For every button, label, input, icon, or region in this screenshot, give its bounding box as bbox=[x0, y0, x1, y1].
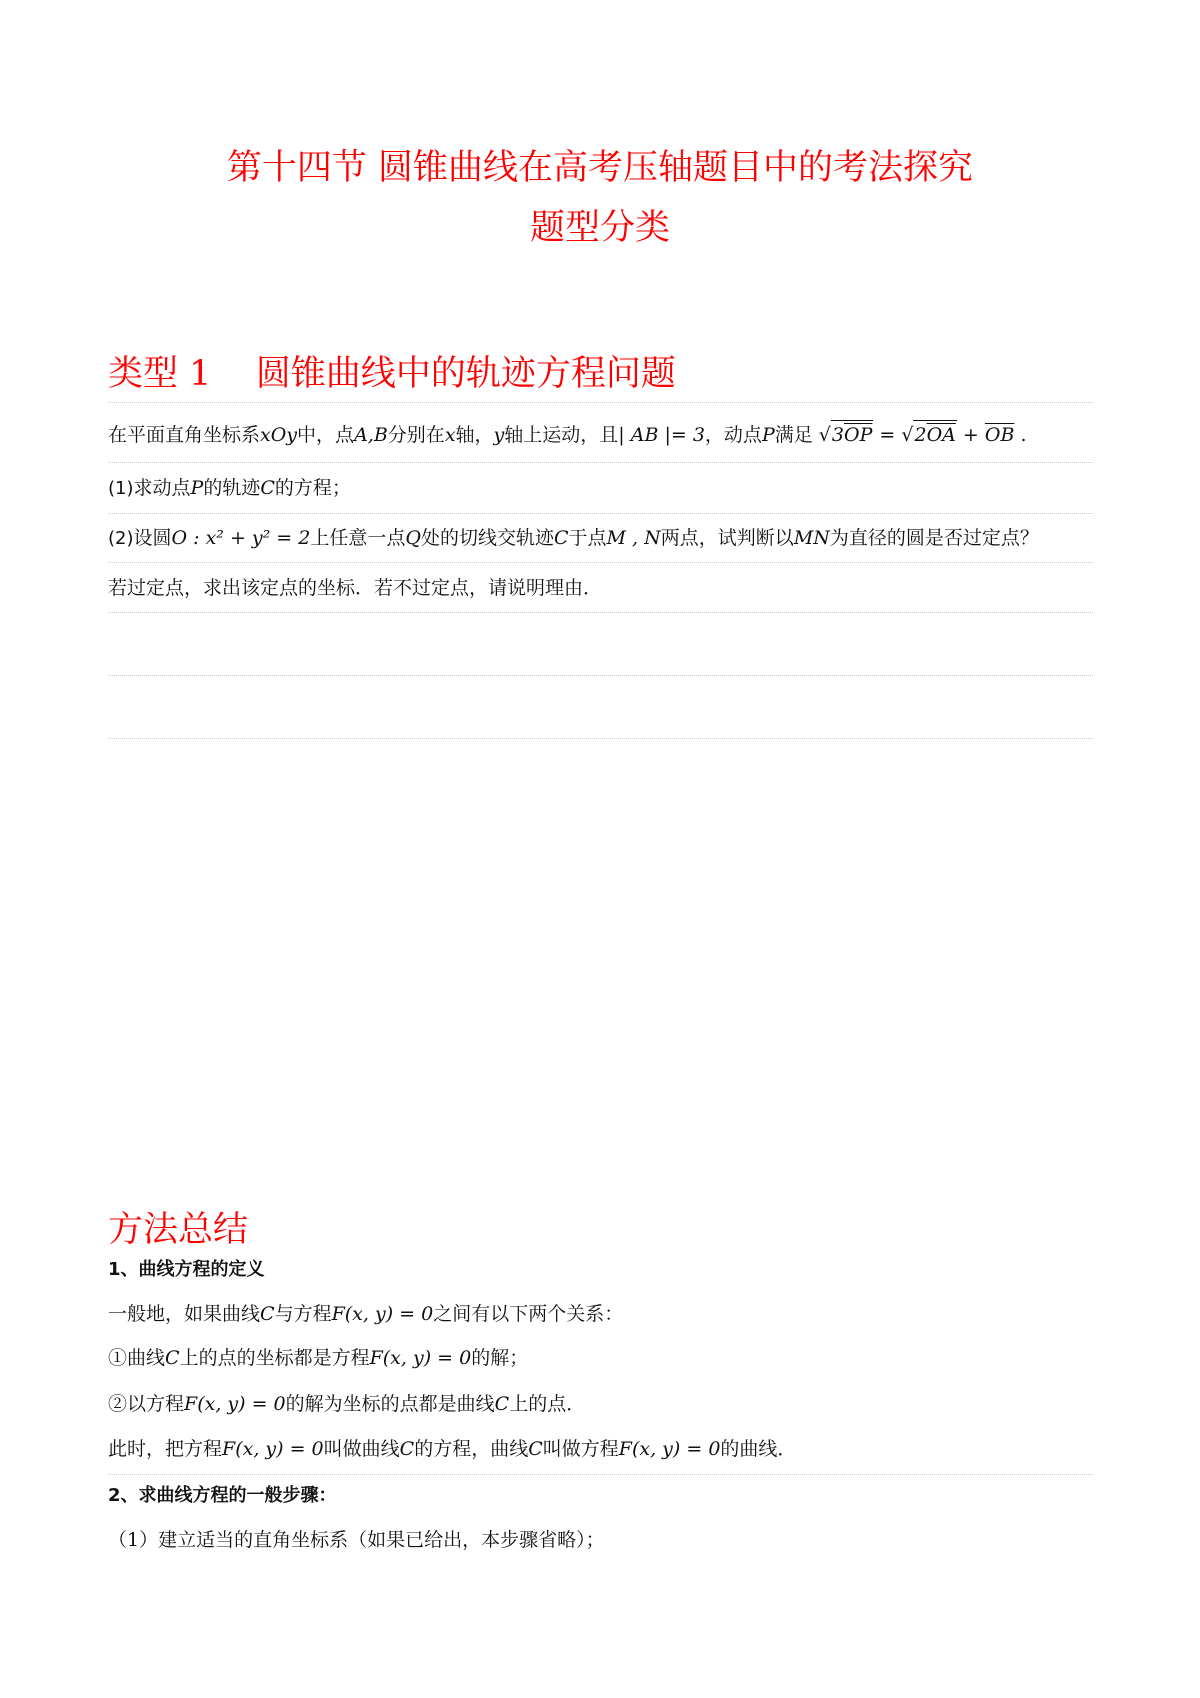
page-subtitle: 题型分类 bbox=[529, 208, 670, 248]
math: C bbox=[260, 1303, 275, 1325]
text: 之间有以下两个关系： bbox=[433, 1303, 624, 1325]
math: A,B bbox=[354, 424, 388, 446]
divider bbox=[108, 402, 1093, 403]
page-title: 第十四节 圆锥曲线在高考压轴题目中的考法探究 bbox=[226, 148, 974, 188]
method-line-4 bbox=[108, 1435, 1088, 1463]
text: 的方程，曲线 bbox=[414, 1438, 529, 1460]
math: O : x² + y² = 2 bbox=[171, 527, 311, 549]
text: 一般地，如果曲线 bbox=[108, 1303, 261, 1325]
divider bbox=[108, 513, 1093, 514]
text: 的解为坐标的点都是曲线 bbox=[285, 1393, 495, 1415]
math: 2 bbox=[914, 424, 927, 446]
math: F(x, y) = 0 bbox=[184, 1393, 286, 1415]
method-heading: 方法总结 bbox=[108, 1210, 249, 1250]
text: 两点，试判断以 bbox=[660, 527, 794, 549]
text: 分别在 bbox=[387, 424, 445, 446]
text: 叫做方程 bbox=[542, 1438, 619, 1460]
math: C bbox=[494, 1393, 510, 1415]
math: xOy bbox=[260, 424, 298, 446]
text: 的解； bbox=[471, 1347, 529, 1369]
text: 的轨迹 bbox=[203, 477, 261, 499]
text: ，动点 bbox=[704, 424, 762, 446]
text: 满足 bbox=[774, 424, 813, 446]
math: C bbox=[553, 527, 569, 549]
math: Q bbox=[405, 527, 421, 549]
section-title: 1、曲线方程的定义 bbox=[108, 1259, 265, 1280]
text: 与方程 bbox=[274, 1303, 332, 1325]
answer-line bbox=[108, 738, 1093, 739]
text: ②以方程 bbox=[108, 1393, 185, 1415]
math: F(x, y) = 0 bbox=[222, 1438, 324, 1460]
text: 设圆 bbox=[133, 527, 172, 549]
step-1: （1）建立适当的直角坐标系（如果已给出，本步骤省略）； bbox=[108, 1529, 605, 1551]
text: 中，点 bbox=[297, 424, 355, 446]
answer-line bbox=[108, 675, 1093, 676]
problem-statement bbox=[108, 420, 1088, 449]
question-1 bbox=[108, 474, 1088, 503]
math: M , N bbox=[606, 527, 661, 549]
vector-oa: $\overline{OA}$ bbox=[926, 424, 956, 446]
method-line-2 bbox=[108, 1344, 1088, 1372]
vector-ob: $\overline{OB}$ bbox=[984, 424, 1015, 446]
math: + bbox=[956, 424, 985, 446]
math: | AB |= 3 bbox=[618, 424, 705, 446]
math: y bbox=[493, 424, 505, 446]
question-label: (1) bbox=[108, 478, 134, 499]
math: MN bbox=[793, 527, 830, 549]
math: F(x, y) = 0 bbox=[331, 1303, 434, 1325]
math: C bbox=[528, 1438, 543, 1460]
math: P bbox=[761, 424, 775, 446]
text: 上的点的坐标都是方程 bbox=[179, 1347, 370, 1369]
method-line-1 bbox=[108, 1300, 1088, 1328]
vector-op: $\overline{OP}$ bbox=[844, 424, 873, 446]
question-2 bbox=[108, 524, 1088, 553]
text: 上任意一点 bbox=[310, 527, 406, 549]
text: 轴上运动，且 bbox=[504, 424, 619, 446]
divider bbox=[108, 462, 1093, 463]
vector-formula: $√3\overline{OP} = √2\overline{OA} + \overline{OB}$ . bbox=[819, 420, 1027, 449]
question-label: (2) bbox=[108, 528, 134, 549]
math: = bbox=[873, 424, 902, 446]
text: 求动点 bbox=[133, 477, 191, 499]
text: 为直径的圆是否过定点？ bbox=[829, 527, 1039, 549]
math: 3 bbox=[831, 424, 844, 446]
math: C bbox=[399, 1438, 415, 1460]
section-title: 2、求曲线方程的一般步骤： bbox=[108, 1485, 337, 1506]
math: x bbox=[444, 424, 456, 446]
text: 于点 bbox=[568, 527, 607, 549]
math: P bbox=[190, 477, 204, 499]
text: 轴， bbox=[455, 424, 494, 446]
method-line-3 bbox=[108, 1390, 1088, 1418]
math: F(x, y) = 0 bbox=[369, 1347, 472, 1369]
text: 处的切线交轨迹 bbox=[420, 527, 554, 549]
divider bbox=[108, 612, 1093, 613]
text: 在平面直角坐标系 bbox=[108, 424, 261, 446]
math: . bbox=[1014, 424, 1027, 446]
divider bbox=[108, 562, 1093, 563]
type1-heading: 类型 1 圆锥曲线中的轨迹方程问题 bbox=[108, 354, 676, 394]
math: C bbox=[165, 1347, 180, 1369]
math: C bbox=[260, 477, 275, 499]
math: F(x, y) = 0 bbox=[618, 1438, 721, 1460]
question-2-continued: 若过定点，求出该定点的坐标．若不过定点，请说明理由． bbox=[108, 577, 603, 599]
text: 上的点． bbox=[509, 1393, 586, 1415]
text: 此时，把方程 bbox=[108, 1438, 223, 1460]
divider bbox=[108, 1474, 1093, 1475]
text: 叫做曲线 bbox=[323, 1438, 400, 1460]
text: 的方程； bbox=[274, 477, 351, 499]
text: 的曲线． bbox=[720, 1438, 797, 1460]
text: ①曲线 bbox=[108, 1347, 166, 1369]
